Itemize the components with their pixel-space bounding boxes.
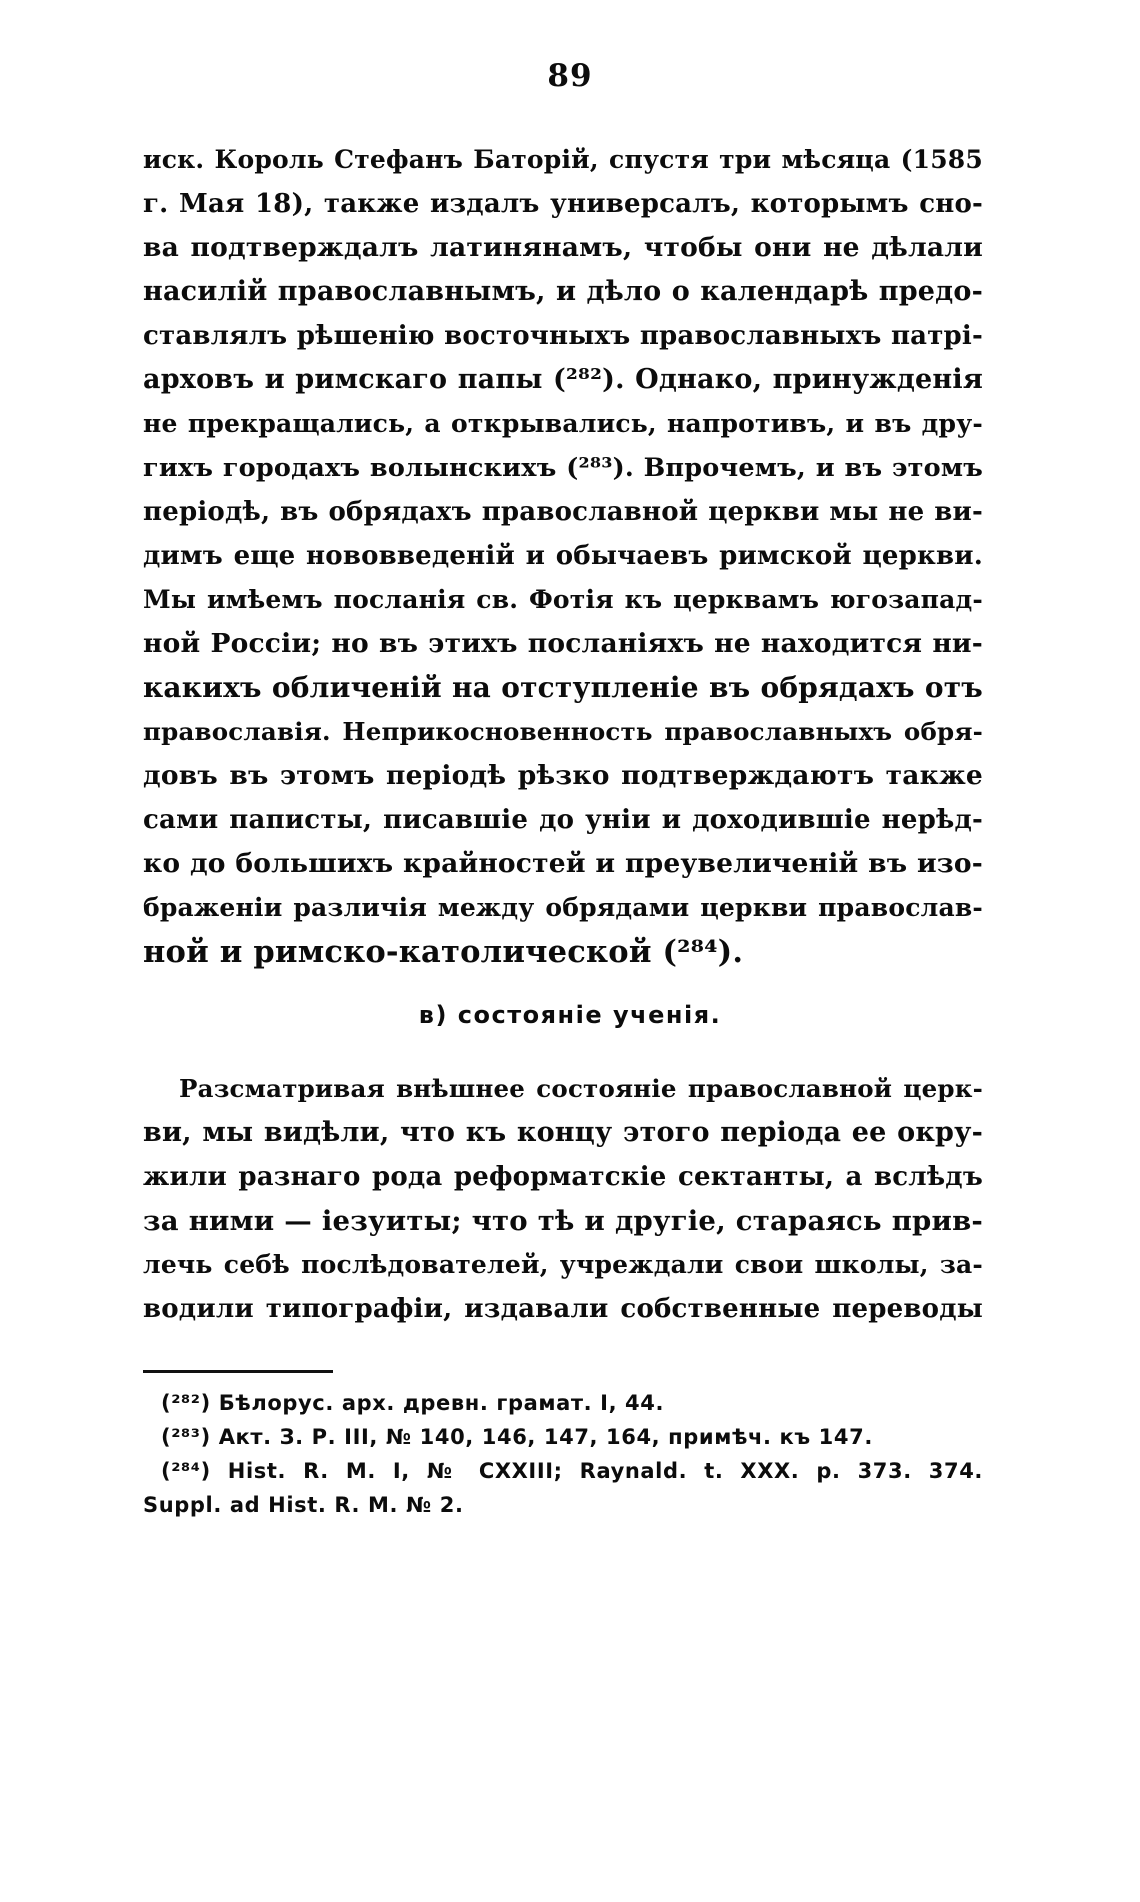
footnote: (²⁸²) Бѣлорус. арх. древн. грамат. I, 44. — [161, 1391, 665, 1415]
text-line: сами паписты, писавшіе до уніи и доходившіе нерѣд- — [143, 805, 983, 835]
text-line: ной и римско-католической (²⁸⁴). — [143, 934, 744, 970]
text-line: иск. Король Стефанъ Баторій, спустя три мѣсяца (1585 — [143, 145, 983, 174]
text-line: ви, мы видѣли, что къ концу этого періода ее окру- — [143, 1117, 983, 1148]
text-line: ной Россіи; но въ этихъ посланіяхъ не находится ни- — [143, 628, 983, 659]
text-line: г. Мая 18), также издалъ универсалъ, которымъ сно- — [143, 189, 983, 219]
text-line: насилій православнымъ, и дѣло о календарѣ предо- — [143, 276, 983, 307]
text-line: православія. Неприкосновенность православныхъ обря- — [143, 717, 983, 746]
text-line: димъ еще нововведеній и обычаевъ римской церкви. — [143, 541, 983, 571]
footnote: (²⁸⁴) Hist. R. M. I, № CXXIII; Raynald. t. XXX. p. 373. 374. — [161, 1459, 983, 1483]
text-line: какихъ обличеній на отступленіе въ обрядахъ отъ — [143, 671, 983, 704]
text-line: арховъ и римскаго папы (²⁸²). Однако, принужденія — [143, 364, 983, 395]
footnote-divider — [143, 1370, 333, 1373]
text-line: водили типографіи, издавали собственные переводы — [143, 1294, 983, 1324]
section-heading: в) состояніе ученія. — [418, 1001, 722, 1029]
text-line: лечь себѣ послѣдователей, учреждали свои школы, за- — [143, 1250, 983, 1279]
text-line: не прекращались, а открывались, напротивъ, и въ дру- — [143, 409, 983, 438]
footnote: (²⁸³) Акт. З. Р. III, № 140, 146, 147, 164, примѣч. къ 147. — [161, 1425, 873, 1449]
text-line: Мы имѣемъ посланія св. Фотія къ церквамъ югозапад- — [143, 585, 983, 614]
paragraph-continuation — [143, 138, 983, 974]
text-line: за ними — іезуиты; что тѣ и другіе, стараясь прив- — [143, 1205, 983, 1237]
footnotes — [143, 1386, 983, 1522]
text-line: Разсматривая внѣшнее состояніе православной церк- — [179, 1074, 983, 1103]
text-line: періодѣ, въ обрядахъ православной церкви мы не ви- — [143, 497, 983, 527]
text-line: жили разнаго рода реформатскіе сектанты, а вслѣдъ — [143, 1162, 983, 1192]
text-line: гихъ городахъ волынскихъ (²⁸³). Впрочемъ, и въ этомъ — [143, 453, 983, 483]
page-number: 89 — [547, 58, 593, 94]
text-line: довъ въ этомъ періодѣ рѣзко подтверждаютъ также — [143, 760, 983, 791]
text-line: браженіи различія между обрядами церкви православ- — [143, 893, 983, 922]
paragraph-section-start — [143, 1067, 983, 1331]
text-line: ва подтверждалъ латинянамъ, чтобы они не дѣлали — [143, 232, 983, 263]
text-line: ко до большихъ крайностей и преувеличеній въ изо- — [143, 848, 983, 879]
text-line: ставлялъ рѣшенію восточныхъ православныхъ патрі- — [143, 321, 983, 351]
footnote-continuation: Suppl. ad Hist. R. M. № 2. — [143, 1493, 464, 1517]
